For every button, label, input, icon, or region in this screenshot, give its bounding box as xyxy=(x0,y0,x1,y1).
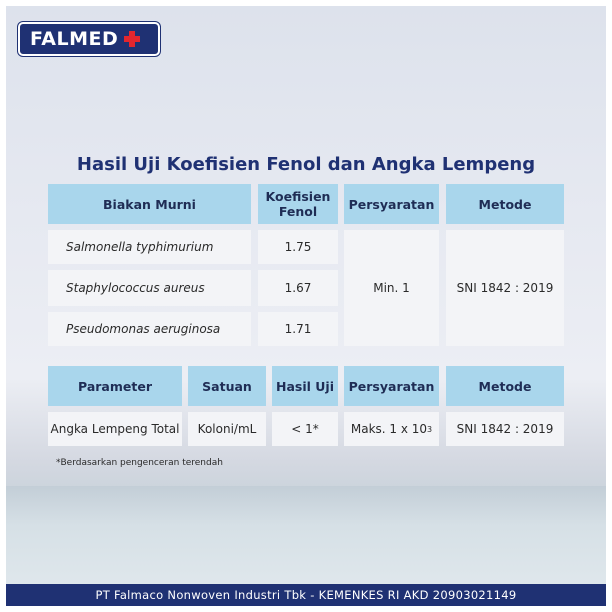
header-biakan-murni: Biakan Murni xyxy=(48,184,251,224)
table-row-value: 1.67 xyxy=(258,270,338,306)
table-row-value: 1.75 xyxy=(258,230,338,264)
metode-value: SNI 1842 : 2019 xyxy=(446,412,564,446)
brand-name: FALMED xyxy=(30,28,119,50)
parameter-value: Angka Lempeng Total xyxy=(48,412,182,446)
table-row-name: Staphylococcus aureus xyxy=(48,270,251,306)
requirement-exponent: 3 xyxy=(427,424,433,434)
requirement-value: Min. 1 xyxy=(344,230,439,346)
footer-bar: PT Falmaco Nonwoven Industri Tbk - KEMENKES RI AKD 20903021149 xyxy=(6,584,606,606)
header-satuan: Satuan xyxy=(188,366,266,406)
table-row-name: Salmonella typhimurium xyxy=(48,230,251,264)
requirement-base: Maks. 1 x 10 xyxy=(350,422,428,436)
satuan-value: Koloni/mL xyxy=(188,412,266,446)
header-parameter: Parameter xyxy=(48,366,182,406)
header-persyaratan: Persyaratan xyxy=(344,184,439,224)
medical-cross-icon xyxy=(124,31,140,47)
floor-background xyxy=(6,486,606,586)
persyaratan-value xyxy=(344,412,439,446)
hasil-uji-value: < 1* xyxy=(272,412,338,446)
table-row-name: Pseudomonas aeruginosa xyxy=(48,312,251,346)
header-persyaratan-2: Persyaratan xyxy=(344,366,439,406)
header-metode: Metode xyxy=(446,184,564,224)
table-row-value: 1.71 xyxy=(258,312,338,346)
page-title: Hasil Uji Koefisien Fenol dan Angka Lempeng xyxy=(76,154,536,175)
header-koefisien-fenol: Koefisien Fenol xyxy=(258,184,338,224)
method-value: SNI 1842 : 2019 xyxy=(446,230,564,346)
header-hasil-uji: Hasil Uji xyxy=(272,366,338,406)
promo-canvas xyxy=(6,6,606,606)
footnote: *Berdasarkan pengenceran terendah xyxy=(56,458,223,468)
header-metode-2: Metode xyxy=(446,366,564,406)
brand-logo xyxy=(18,22,160,56)
